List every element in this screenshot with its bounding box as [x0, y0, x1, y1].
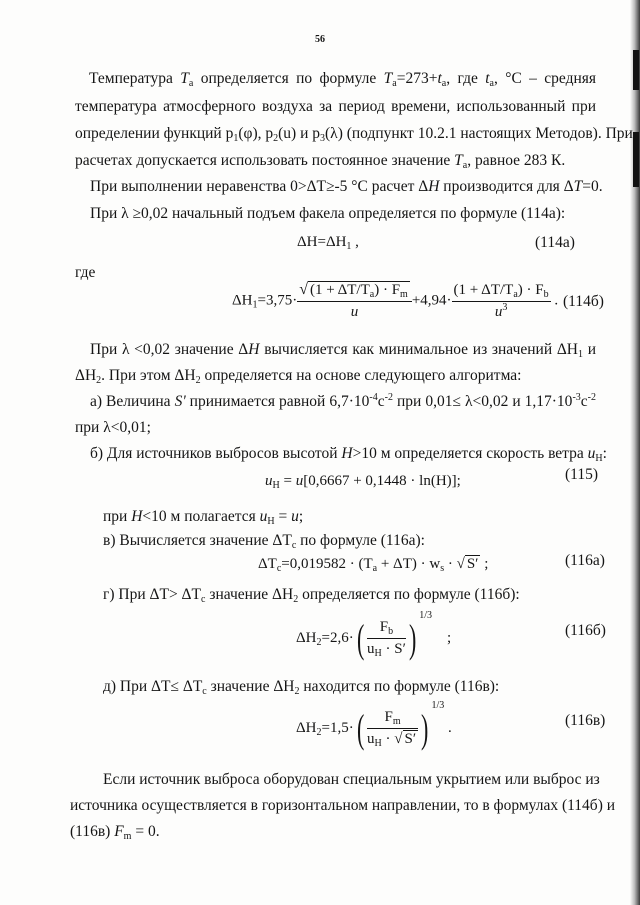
- paragraph-1-line-4: расчетах допускается использовать постоянное значение $T_а$, равное 283 К.: [75, 152, 566, 171]
- paragraph-6-line-3: (116в) $F_m = 0$.: [70, 823, 160, 842]
- item-g: г) При $\Delta T> \Delta T_с$ значение $\Delta H_2$ определяется по формуле (116б):: [103, 586, 520, 605]
- paragraph-1-line-2: температура атмосферного воздуха за период времени, использованный при: [75, 98, 596, 115]
- page-number: 56: [315, 34, 325, 45]
- item-a-line-2: при λ<0,01;: [75, 419, 151, 436]
- paragraph-1-line-3: определении функций $p_1(\varphi)$, $p_2(u)$ и $p_3(\lambda)$ (подпункт 10.2.1 настоящих Методов). При: [75, 125, 633, 144]
- paragraph-4-line-1: При λ <0,02 значение ΔH вычисляется как минимальное из значений $\Delta H_1$ и: [90, 341, 597, 360]
- paragraph-1-line-1: Температура $T_а$ определяется по формуле $T_а=273+t_а$, где $t_а$, °С – средняя: [89, 70, 597, 89]
- where-label: где: [75, 264, 96, 281]
- item-a-line-1: а) Величина S' принимается равной $6,7\cdot 10^{-4}с^{-2}$ при 0,01≤ λ<0,02 и $1,17\cdot 10^{-3}с^{-2}$: [90, 392, 597, 410]
- scan-edge-mark: [633, 50, 639, 90]
- scan-edge-mark: [633, 132, 639, 187]
- formula-114a-number: (114а): [535, 234, 575, 251]
- item-d: д) При $\Delta T\le \Delta T_с$ значение $\Delta H_2$ находится по формуле (116в):: [103, 678, 500, 697]
- paragraph-6-line-2: источника осуществляется в горизонтальном направлении, то в формулах (114б) и: [70, 797, 616, 814]
- formula-114a: $\Delta H=\Delta H_1$ ,: [297, 234, 359, 252]
- paragraph-2: При выполнении неравенства 0>ΔT≥-5 °С расчет ΔH производится для ΔT=0.: [90, 178, 603, 195]
- paragraph-5: при H<10 м полагается $u_Н = u$;: [103, 508, 304, 527]
- formula-115: $u_H = u[0,6667 + 0,1448 \cdot \ln(H)]$;: [265, 473, 461, 491]
- paragraph-6-line-1: Если источник выброса оборудован специальным укрытием или выброс из: [103, 771, 600, 788]
- formula-116b: $\Delta H_2=2,6\cdot$( $\frac{F_b}{u_H \cdot S'}$ )$^{1/3}$ ;: [296, 610, 452, 661]
- item-v: в) Вычисляется значение $\Delta Т_с$ по формуле (116а):: [103, 532, 425, 551]
- formula-114b-number: (114б): [563, 293, 604, 310]
- formula-116b-number: (116б): [565, 622, 606, 639]
- paragraph-3: При λ ≥0,02 начальный подъем факела определяется по формуле (114а):: [90, 205, 566, 222]
- paragraph-4-line-2: $\Delta H_2$. При этом $\Delta H_2$ определяется на основе следующего алгоритма:: [75, 367, 522, 386]
- formula-115-number: (115): [565, 466, 598, 483]
- formula-116a-number: (116а): [565, 552, 605, 569]
- formula-114b: $\Delta H_1=3,75\cdot$ $\frac{√ (1 + \Delta T/T_a) \cdot F_m}{u}$ +4,94· $\frac{(1 + \Delta T/T_a) \cdot F_b}{u^3}$ .: [232, 281, 559, 320]
- item-b: б) Для источников выбросов высотой H>10 м определяется скорость ветра $u_Н$:: [90, 445, 607, 464]
- formula-116v-number: (116в): [565, 712, 606, 729]
- formula-116v: $\Delta H_2=1,5\cdot$( $\frac{F_m}{u_H \cdot √ S'}$ )$^{1/3}$ .: [296, 700, 452, 751]
- formula-116a: $\Delta T_c=0,019582 \cdot (T_a + \Delta T) \cdot w_s$ · √ S′ ;: [258, 556, 489, 574]
